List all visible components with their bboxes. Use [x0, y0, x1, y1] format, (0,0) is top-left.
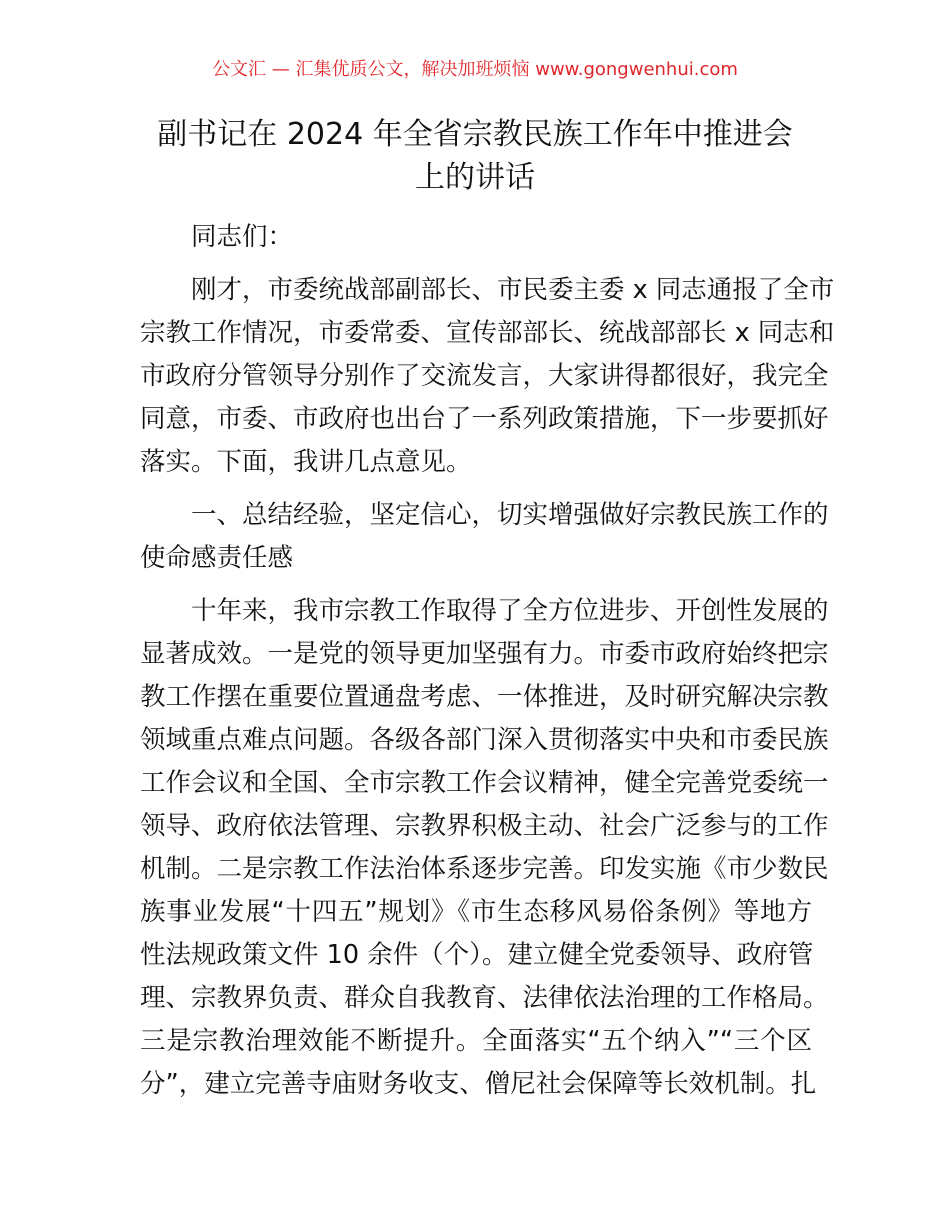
document-title	[120, 113, 830, 199]
text-line: 一、总结经验，坚定信心，切实增强做好宗教民族工作的	[191, 500, 829, 530]
text-line: 三是宗教治理效能不断提升。全面落实“五个纳入”“三个区	[140, 1026, 812, 1056]
text-line: 分”，建立完善寺庙财务收支、僧尼社会保障等长效机制。扎	[140, 1069, 817, 1099]
section-heading-1	[140, 494, 829, 580]
text-line: 显著成效。一是党的领导更加坚强有力。市委市政府始终把宗	[140, 639, 829, 669]
text-line: 机制。二是宗教工作法治体系逐步完善。印发实施《市少数民	[140, 854, 829, 884]
document-body	[140, 216, 835, 1116]
text-line: 工作会议和全国、全市宗教工作会议精神，健全完善党委统一	[140, 768, 829, 798]
title-line: 上的讲话	[415, 160, 535, 195]
salutation	[140, 216, 812, 259]
text-line: 领域重点难点问题。各级各部门深入贯彻落实中央和市委民族	[140, 725, 829, 755]
title-line: 副书记在 2024 年全省宗教民族工作年中推进会	[157, 117, 793, 152]
text-line: 理、宗教界负责、群众自我教育、法律依法治理的工作格局。	[140, 983, 829, 1013]
text-line: 落实。下面，我讲几点意见。	[140, 447, 472, 477]
text-line: 同志们：	[191, 222, 294, 252]
paragraph-intro	[140, 269, 835, 484]
text-line: 使命感责任感	[140, 543, 294, 573]
text-line: 十年来，我市宗教工作取得了全方位进步、开创性发展的	[191, 596, 829, 626]
text-line: 刚才，市委统战部副部长、市民委主委 x 同志通报了全市	[191, 275, 835, 305]
text-line: 性法规政策文件 10 余件（个）。建立健全党委领导、政府管	[140, 940, 814, 970]
paragraph-achievements	[140, 590, 829, 1106]
text-line: 族事业发展“十四五”规划》《市生态移风易俗条例》等地方	[140, 897, 812, 927]
text-line: 宗教工作情况，市委常委、宣传部部长、统战部部长 x 同志和	[140, 318, 835, 348]
text-line: 领导、政府依法管理、宗教界积极主动、社会广泛参与的工作	[140, 811, 829, 841]
site-banner: 公文汇 — 汇集优质公文，解决加班烦恼 www.gongwenhui.com	[212, 59, 738, 80]
text-line: 市政府分管领导分别作了交流发言，大家讲得都很好，我完全	[140, 361, 829, 391]
text-line: 同意，市委、市政府也出台了一系列政策措施，下一步要抓好	[140, 404, 829, 434]
text-line: 教工作摆在重要位置通盘考虑、一体推进，及时研究解决宗教	[140, 682, 829, 712]
